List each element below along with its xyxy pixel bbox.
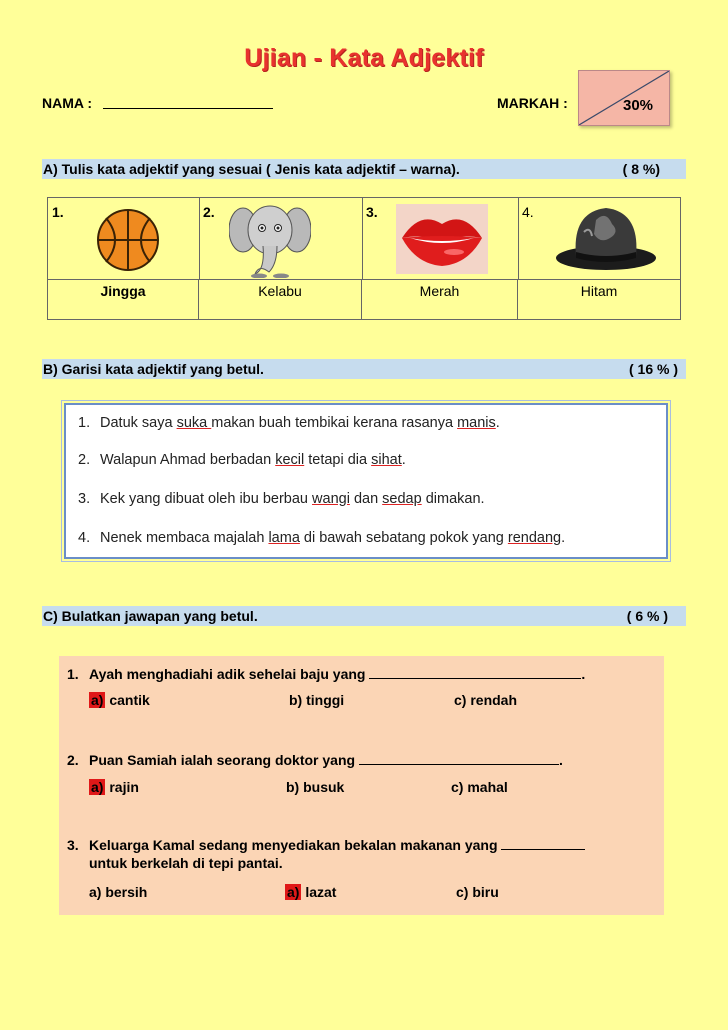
markah-label: MARKAH : xyxy=(497,95,568,111)
underlined-word: lama xyxy=(268,530,300,546)
sentence-text: Kek yang dibuat oleh ibu berbau xyxy=(100,491,313,507)
sentence-text: . xyxy=(401,452,406,468)
sentence-item xyxy=(78,530,565,546)
item-number: 3. xyxy=(78,491,91,507)
underlined-word: wangi xyxy=(312,491,350,507)
grid-cell-3 xyxy=(362,198,519,279)
sentence-text: tetapi dia xyxy=(304,452,372,468)
item-number: 2. xyxy=(203,204,215,220)
question-text: Puan Samiah ialah seorang doktor yang xyxy=(89,752,356,768)
sentence-text: . xyxy=(495,415,500,431)
sentence-text: makan buah tembikai kerana rasanya xyxy=(211,415,458,431)
page-title: Ujian - Kata Adjektif xyxy=(244,44,484,72)
section-a-title: A) Tulis kata adjektif yang sesuai ( Jenis kata adjektif – warna). xyxy=(43,161,460,177)
question-text: Keluarga Kamal sedang menyediakan bekalan makanan yang xyxy=(89,837,498,853)
sentence-text: dimakan. xyxy=(421,491,485,507)
grid-cell-2 xyxy=(199,198,363,279)
option-text: rajin xyxy=(105,779,139,795)
question-end: . xyxy=(558,752,563,768)
grid-cell-1 xyxy=(48,198,200,279)
answer-cell-4: Hitam xyxy=(518,279,680,319)
sentence-text: Walapun Ahmad berbadan xyxy=(100,452,276,468)
underlined-word: rendang xyxy=(507,530,562,546)
section-b-title: B) Garisi kata adjektif yang betul. xyxy=(43,361,264,377)
option-c[interactable]: c) rendah xyxy=(454,692,518,708)
question-3-continued: untuk berkelah di tepi pantai. xyxy=(89,855,283,871)
underlined-word: manis xyxy=(457,415,496,431)
option-b[interactable]: b) tinggi xyxy=(289,692,345,708)
option-b[interactable]: b) busuk xyxy=(286,779,345,795)
item-number: 3. xyxy=(366,204,378,220)
question-1 xyxy=(67,666,585,682)
sentence-text: . xyxy=(561,530,566,546)
answer-cell-1: Jingga xyxy=(48,279,199,319)
elephant-icon xyxy=(229,200,311,278)
item-number: 1. xyxy=(52,204,64,220)
basketball-icon xyxy=(96,202,160,276)
item-number: 2. xyxy=(78,452,91,468)
option-a[interactable] xyxy=(89,692,150,708)
section-b-box xyxy=(64,403,668,559)
answer-blank[interactable] xyxy=(369,678,581,679)
lips-icon xyxy=(396,204,488,274)
item-number: 4. xyxy=(78,530,91,546)
section-c-points: ( 6 % ) xyxy=(626,608,668,624)
answer-blank[interactable] xyxy=(359,764,559,765)
option-key-highlight: a) xyxy=(91,779,104,795)
option-c[interactable]: c) mahal xyxy=(451,779,508,795)
section-c-title: C) Bulatkan jawapan yang betul. xyxy=(43,608,258,624)
underlined-word: sihat xyxy=(371,452,402,468)
sentence-text: Datuk saya xyxy=(100,415,177,431)
section-a-grid xyxy=(47,197,681,320)
underlined-word: suka xyxy=(176,415,212,431)
option-c[interactable]: c) biru xyxy=(456,884,499,900)
markah-value: 30% xyxy=(623,97,654,114)
section-c-header xyxy=(42,606,686,626)
grid-cell-4 xyxy=(518,198,680,279)
section-a-points: ( 8 %) xyxy=(622,161,660,177)
sentence-text: di bawah sebatang pokok yang xyxy=(299,530,508,546)
option-a[interactable] xyxy=(89,779,139,795)
section-b-points: ( 16 % ) xyxy=(628,361,678,377)
nama-label: NAMA : xyxy=(42,95,93,111)
question-number: 1. xyxy=(67,666,79,682)
item-number: 1. xyxy=(78,415,91,431)
option-text: lazat xyxy=(301,884,337,900)
underlined-word: sedap xyxy=(382,491,422,507)
question-2 xyxy=(67,752,563,768)
sentence-item xyxy=(78,415,500,431)
markah-box xyxy=(578,70,670,126)
sentence-text: Nenek membaca majalah xyxy=(100,530,269,546)
item-number: 4. xyxy=(522,204,534,220)
question-end: . xyxy=(581,666,586,682)
underlined-word: kecil xyxy=(275,452,305,468)
sentence-text: dan xyxy=(349,491,383,507)
option-a[interactable]: a) bersih xyxy=(89,884,148,900)
question-number: 2. xyxy=(67,752,79,768)
sentence-item xyxy=(78,452,406,468)
sentence-item xyxy=(78,491,485,507)
question-3 xyxy=(67,837,585,853)
question-text: Ayah menghadiahi adik sehelai baju yang xyxy=(89,666,366,682)
question-number: 3. xyxy=(67,837,79,853)
section-b-header xyxy=(42,359,686,379)
answer-blank[interactable] xyxy=(501,849,585,850)
option-key-highlight: a) xyxy=(91,692,104,708)
answer-cell-3: Merah xyxy=(362,279,518,319)
hat-icon xyxy=(554,202,658,276)
option-text: cantik xyxy=(105,692,150,708)
answer-cell-2: Kelabu xyxy=(199,279,362,319)
option-b[interactable] xyxy=(285,884,336,900)
nama-input-line[interactable] xyxy=(103,108,273,109)
option-key-highlight: a) xyxy=(287,884,300,900)
section-c-box xyxy=(59,656,664,915)
section-a-header xyxy=(42,159,686,179)
